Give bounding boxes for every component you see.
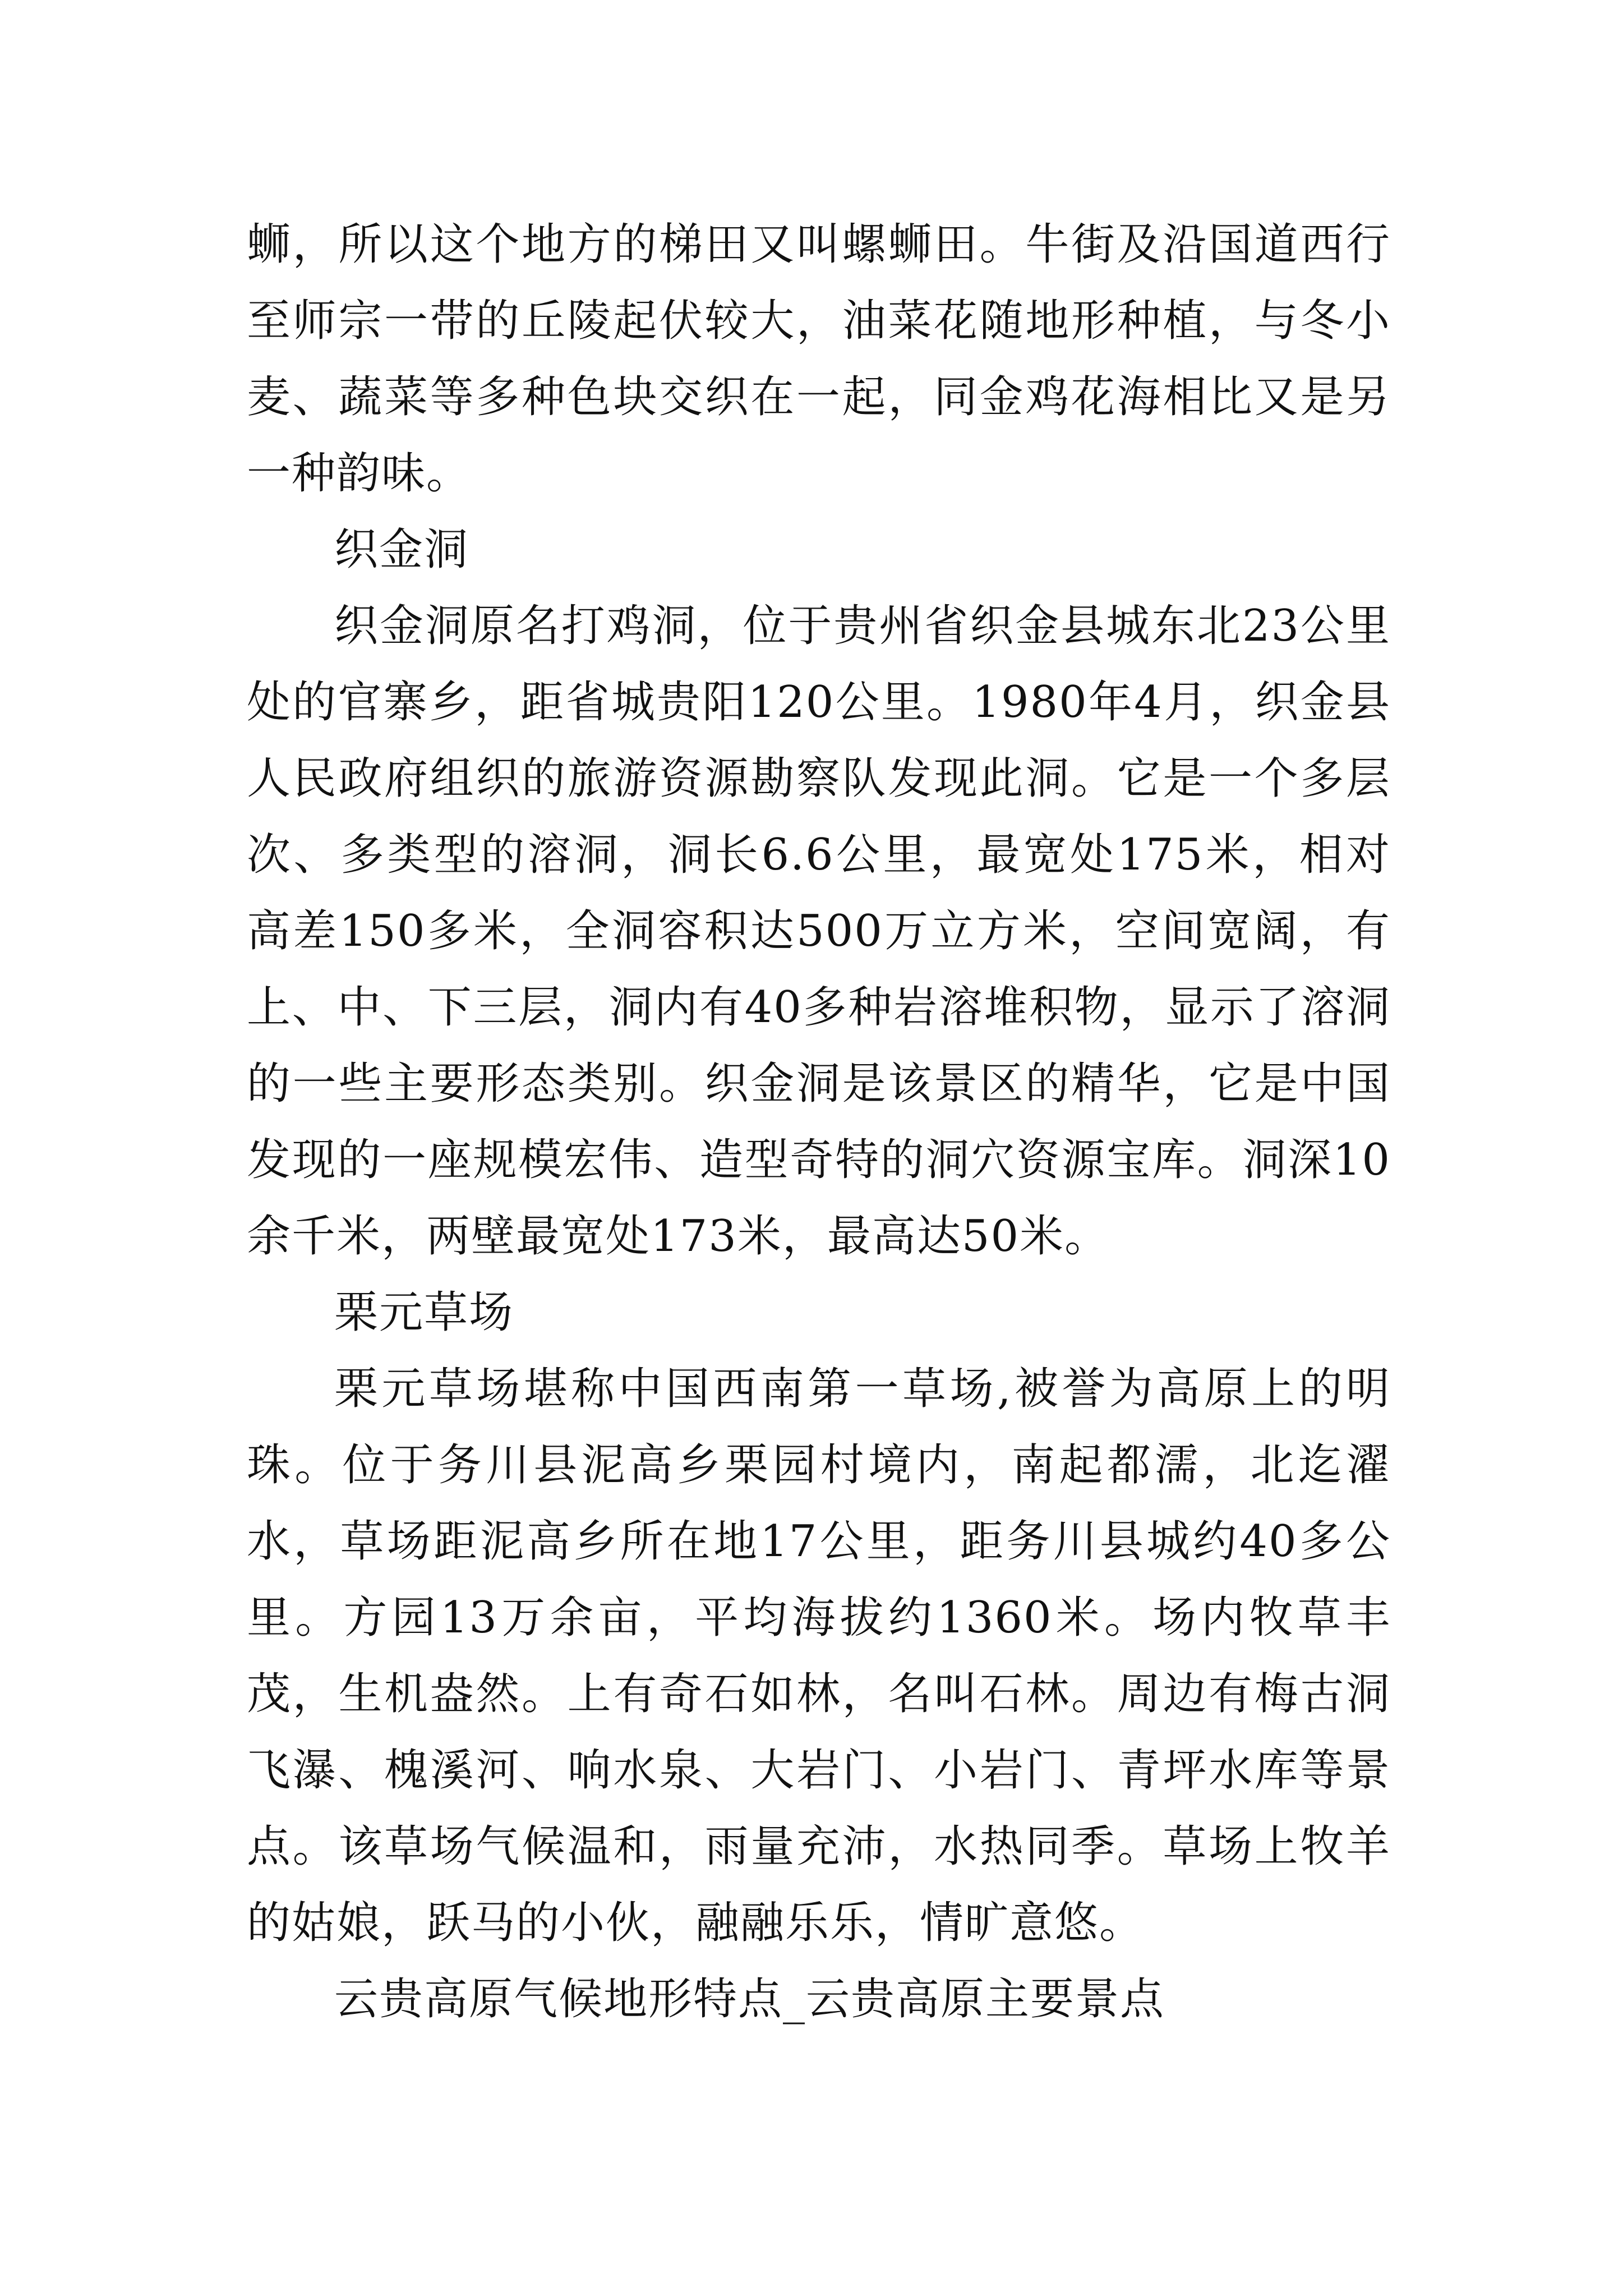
section-heading-liyuan-grassland: 栗元草场	[334, 1287, 514, 1338]
document-body	[247, 206, 1391, 2037]
paragraph-liyuan-grassland: 栗元草场堪称中国西南第一草场,被誉为高原上的明珠。位于务川县泥高乡栗园村境内，南起都濡，北迄濯水，草场距泥高乡所在地17公里，距务川县城约40多公里。方园13万余亩，平均海拔约1360米。场内牧草丰茂，生机盎然。上有奇石如林，名叫石林。周边有梅古洞飞瀑、槐溪河、响水泉、大岩门、小岩门、青坪水库等景点。该草场气候温和，雨量充沛，水热同季。草场上牧羊的姑娘，跃马的小伙，融融乐乐，情旷意悠。	[247, 1364, 1391, 1948]
paragraph-zhijin-cave: 织金洞原名打鸡洞，位于贵州省织金县城东北23公里处的官寨乡，距省城贵阳120公里。1980年4月，织金县人民政府组织的旅游资源勘察队发现此洞。它是一个多层次、多类型的溶洞，洞长6.6公里，最宽处175米，相对高差150多米，全洞容积达500万立方米，空间宽阔，有上、中、下三层，洞内有40多种岩溶堆积物，显示了溶洞的一些主要形态类别。织金洞是该景区的精华，它是中国发现的一座规模宏伟、造型奇特的洞穴资源宝库。洞深10余千米，两壁最宽处173米，最高达50米。	[247, 601, 1391, 1262]
section-heading-zhijin-cave: 织金洞	[334, 524, 469, 575]
section-heading-yungui-plateau: 云贵高原气候地形特点_云贵高原主要景点	[334, 1974, 1165, 2024]
paragraph-terraces-continued: 蛳，所以这个地方的梯田又叫螺蛳田。牛街及沿国道西行至师宗一带的丘陵起伏较大，油菜花随地形种植，与冬小麦、蔬菜等多种色块交织在一起，同金鸡花海相比又是另一种韵味。	[247, 219, 1391, 499]
